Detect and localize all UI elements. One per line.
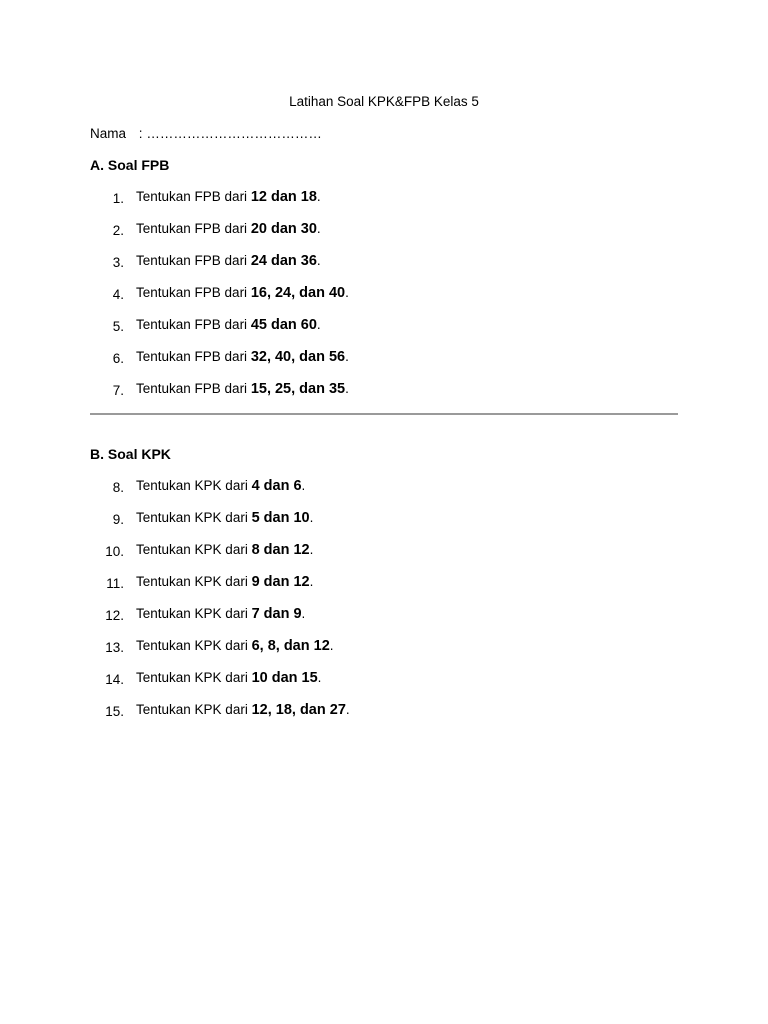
- question-number: 2.: [112, 223, 124, 238]
- question-text: [136, 702, 350, 718]
- question-values: 4 dan 6: [251, 478, 302, 494]
- question-values: 20 dan 30: [250, 221, 317, 237]
- section-b-heading: B. Soal KPK: [90, 446, 171, 462]
- question-item: [0, 702, 768, 734]
- question-text: [136, 221, 321, 237]
- question-number: 11.: [106, 576, 124, 591]
- question-text: [136, 189, 321, 205]
- kpk-question-list: [0, 478, 768, 734]
- question-suffix: .: [345, 381, 349, 396]
- question-suffix: .: [316, 317, 321, 332]
- question-values: 10 dan 15: [251, 670, 318, 686]
- question-prefix: Tentukan KPK dari: [136, 542, 252, 557]
- question-item: [0, 221, 768, 253]
- question-prefix: Tentukan FPB dari: [136, 285, 251, 300]
- question-text: [136, 574, 313, 590]
- question-values: 7 dan 9: [251, 606, 302, 622]
- question-values: 12 dan 18: [250, 189, 317, 205]
- question-suffix: .: [301, 606, 306, 621]
- question-prefix: Tentukan KPK dari: [136, 510, 252, 525]
- question-text: [136, 510, 313, 526]
- question-number: 9.: [112, 512, 124, 527]
- question-item: [0, 478, 768, 510]
- question-item: [0, 189, 768, 221]
- question-prefix: Tentukan FPB dari: [136, 253, 251, 268]
- question-values: 45 dan 60: [250, 317, 317, 333]
- question-prefix: Tentukan KPK dari: [136, 606, 252, 621]
- question-prefix: Tentukan KPK dari: [136, 574, 252, 589]
- question-suffix: .: [316, 253, 321, 268]
- question-values: 12, 18, dan 27: [251, 702, 346, 718]
- question-number: 6.: [112, 351, 124, 366]
- question-prefix: Tentukan FPB dari: [136, 189, 251, 204]
- question-item: [0, 381, 768, 413]
- question-item: [0, 574, 768, 606]
- question-item: [0, 542, 768, 574]
- name-field: [90, 126, 322, 141]
- question-suffix: .: [329, 638, 334, 653]
- question-text: [136, 317, 321, 333]
- question-item: [0, 510, 768, 542]
- question-number: 3.: [112, 255, 124, 270]
- question-suffix: .: [309, 542, 314, 557]
- question-number: 4.: [112, 287, 124, 302]
- question-text: [136, 285, 349, 301]
- question-item: [0, 349, 768, 381]
- question-text: [136, 253, 321, 269]
- question-values: 8 dan 12: [251, 542, 310, 558]
- question-number: 8.: [112, 480, 124, 495]
- section-a-heading: A. Soal FPB: [90, 157, 170, 173]
- question-values: 24 dan 36: [250, 253, 317, 269]
- question-number: 5.: [112, 319, 124, 334]
- question-item: [0, 253, 768, 285]
- question-suffix: .: [345, 702, 350, 717]
- document-title: Latihan Soal KPK&FPB Kelas 5: [289, 94, 479, 109]
- question-prefix: Tentukan FPB dari: [136, 349, 251, 364]
- question-prefix: Tentukan FPB dari: [136, 317, 251, 332]
- question-suffix: .: [301, 478, 306, 493]
- question-prefix: Tentukan FPB dari: [136, 381, 251, 396]
- question-number: 7.: [112, 383, 124, 398]
- fpb-question-list: [0, 189, 768, 413]
- question-prefix: Tentukan KPK dari: [136, 670, 252, 685]
- question-values: 15, 25, dan 35: [250, 381, 346, 397]
- question-values: 16, 24, dan 40: [250, 285, 346, 301]
- question-number: 15.: [105, 704, 124, 719]
- question-suffix: .: [345, 349, 349, 364]
- name-label: Nama: [90, 126, 127, 141]
- question-suffix: .: [316, 221, 321, 236]
- question-suffix: .: [345, 285, 349, 300]
- question-item: [0, 606, 768, 638]
- question-values: 6, 8, dan 12: [251, 638, 330, 654]
- question-suffix: .: [309, 574, 314, 589]
- question-text: [136, 638, 334, 654]
- question-number: 10.: [105, 544, 124, 559]
- section-divider: [90, 413, 678, 415]
- question-values: 5 dan 10: [251, 510, 310, 526]
- question-number: 13.: [105, 640, 124, 655]
- question-number: 14.: [105, 672, 124, 687]
- question-text: [136, 542, 313, 558]
- question-prefix: Tentukan FPB dari: [136, 221, 251, 236]
- question-suffix: .: [309, 510, 314, 525]
- question-text: [136, 670, 321, 686]
- question-number: 12.: [105, 608, 124, 623]
- question-values: 32, 40, dan 56: [250, 349, 346, 365]
- question-suffix: .: [316, 189, 321, 204]
- question-prefix: Tentukan KPK dari: [136, 638, 252, 653]
- question-item: [0, 670, 768, 702]
- question-prefix: Tentukan KPK dari: [136, 702, 252, 717]
- question-item: [0, 317, 768, 349]
- question-text: [136, 349, 349, 365]
- question-text: [136, 478, 305, 494]
- question-item: [0, 638, 768, 670]
- question-text: [136, 606, 305, 622]
- question-number: 1.: [112, 191, 124, 206]
- question-item: [0, 285, 768, 317]
- question-text: [136, 381, 349, 397]
- question-values: 9 dan 12: [251, 574, 310, 590]
- name-dots: …………………………………: [146, 126, 322, 141]
- name-colon: :: [138, 126, 143, 141]
- question-suffix: .: [317, 670, 322, 685]
- question-prefix: Tentukan KPK dari: [136, 478, 252, 493]
